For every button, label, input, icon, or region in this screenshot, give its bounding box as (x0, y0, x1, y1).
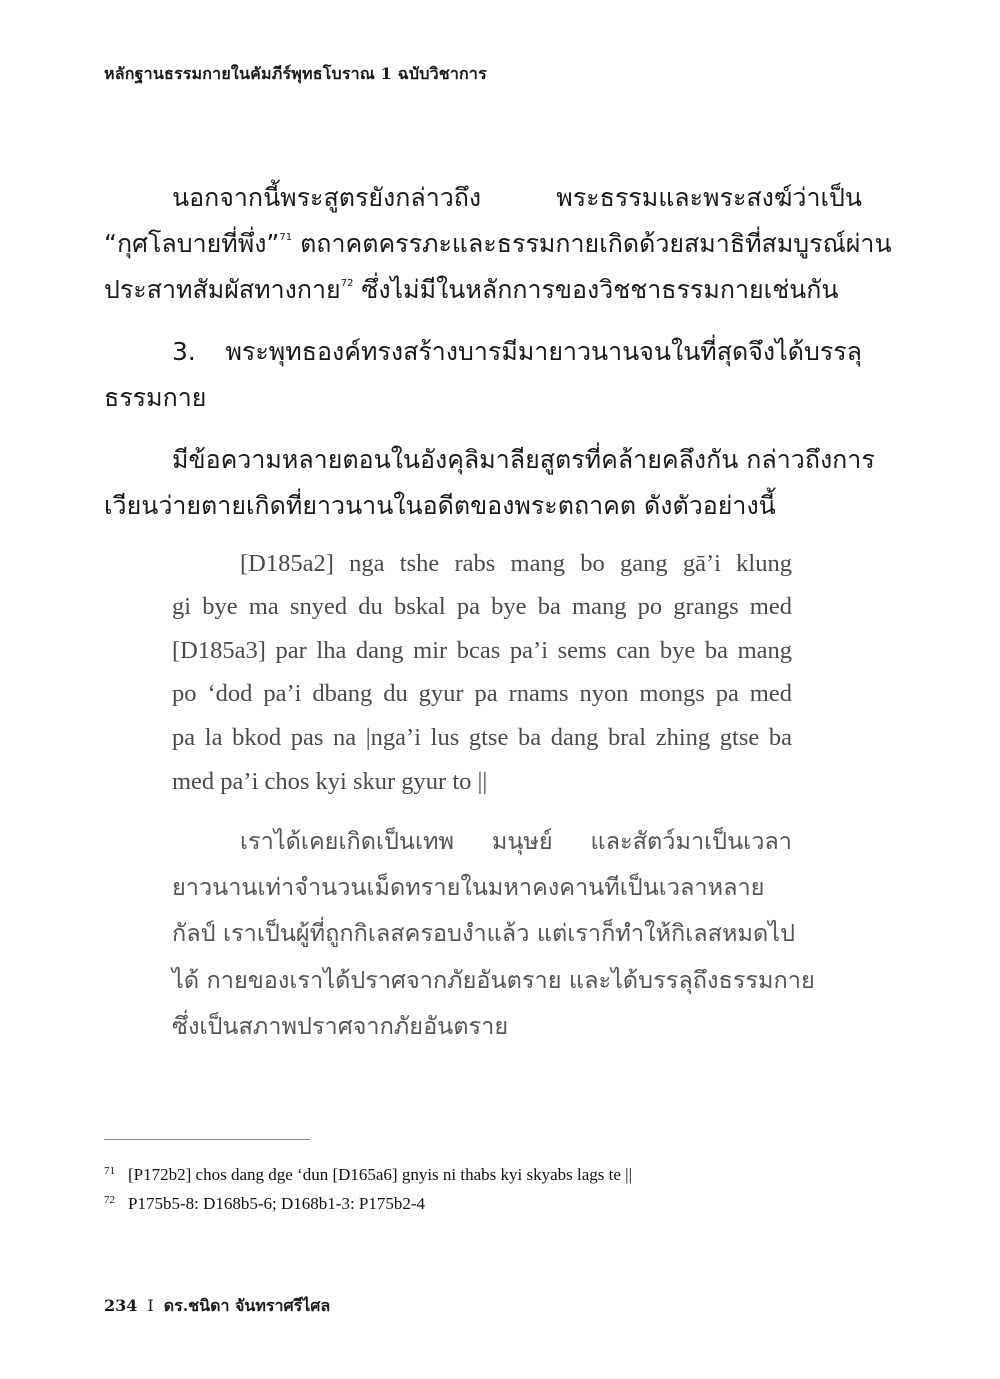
paragraph-2-line-1: 3. พระพุทธองค์ทรงสร้างบารมีมายาวนานจนในที่สุดจึงได้บรรลุ (172, 337, 862, 366)
tibetan-quote-line-6: med pa’i chos kyi skur gyur to || (172, 768, 488, 795)
footnote-divider (104, 1139, 310, 1140)
paragraph-1-line-2-rest: ตถาคตครรภะและธรรมกายเกิดด้วยสมาธิที่สมบูรณ์ผ่าน (292, 229, 892, 258)
thai-translation-line-3: กัลป์ เราเป็นผู้ที่ถูกกิเลสครอบงำแล้ว แต่เราก็ทำให้กิเลสหมดไป (172, 919, 795, 947)
footnote-ref-72[interactable]: 72 (340, 278, 354, 289)
tibetan-quote-line-3: [D185a3] par lha dang mir bcas pa’i sems can bye ba mang (172, 637, 792, 664)
paragraph-3-line-2: เวียนว่ายตายเกิดที่ยาวนานในอดีตของพระตถาคต ดังตัวอย่างนี้ (104, 491, 776, 520)
paragraph-3-line-1: มีข้อความหลายตอนในอังคุลิมาลียสูตรที่คล้ายคลึงกัน กล่าวถึงการ (172, 445, 875, 474)
paragraph-1-line-3-text: ประสาทสัมผัสทางกาย (104, 275, 341, 304)
paragraph-1-line-2 (104, 226, 892, 262)
paragraph-1-line-3-rest: ซึ่งไม่มีในหลักการของวิชชาธรรมกายเช่นกัน (353, 275, 839, 304)
tibetan-quote-line-2: gi bye ma snyed du bskal pa bye ba mang po grangs med (172, 593, 792, 620)
paragraph-2-line-2: ธรรมกาย (104, 383, 207, 412)
footnote-72 (104, 1189, 425, 1215)
footnote-number: 72 (104, 1194, 115, 1206)
footnote-ref-71[interactable]: 71 (279, 232, 293, 243)
footnote-71 (104, 1160, 632, 1186)
tibetan-quote-line-4: po ‘dod pa’i dbang du gyur pa rnams nyon mongs pa med (172, 680, 792, 707)
footnote-text: [P172b2] chos dang dge ‘dun [D165a6] gnyis ni thabs kyi skyabs lags te || (128, 1165, 632, 1184)
footnote-number: 71 (104, 1165, 115, 1177)
page-footer (104, 1294, 330, 1319)
running-header: หลักฐานธรรมกายในคัมภีร์พุทธโบราณ 1 ฉบับวิชาการ (104, 64, 487, 83)
paragraph-1-line-2-text: “กุศโลบายที่พึ่ง” (104, 229, 280, 258)
thai-translation-line-5: ซึ่งเป็นสภาพปราศจากภัยอันตราย (172, 1012, 509, 1040)
footnote-text: P175b5-8: D168b5-6; D168b1-3: P175b2-4 (128, 1194, 426, 1213)
tibetan-quote-line-1: [D185a2] nga tshe rabs mang bo gang gā’i klung (240, 550, 792, 577)
thai-translation-line-4: ได้ กายของเราได้ปราศจากภัยอันตราย และได้บรรลุถึงธรรมกาย (172, 966, 815, 994)
footer-separator: I (147, 1296, 154, 1315)
thai-translation-line-1: เราได้เคยเกิดเป็นเทพ มนุษย์ และสัตว์มาเป็นเวลา (240, 827, 792, 855)
paragraph-1-line-1: นอกจากนี้พระสูตรยังกล่าวถึง พระธรรมและพระสงฆ์ว่าเป็น (172, 183, 862, 212)
tibetan-quote-line-5: pa la bkod pas na |nga’i lus gtse ba dang bral zhing gtse ba (172, 724, 792, 751)
paragraph-1-line-3 (104, 272, 862, 308)
page-number: 234 (104, 1296, 138, 1315)
thai-translation-line-2: ยาวนานเท่าจำนวนเม็ดทรายในมหาคงคานทีเป็นเวลาหลาย (172, 873, 765, 901)
author-name: ดร.ชนิดา จันทราศรีไศล (163, 1296, 331, 1315)
